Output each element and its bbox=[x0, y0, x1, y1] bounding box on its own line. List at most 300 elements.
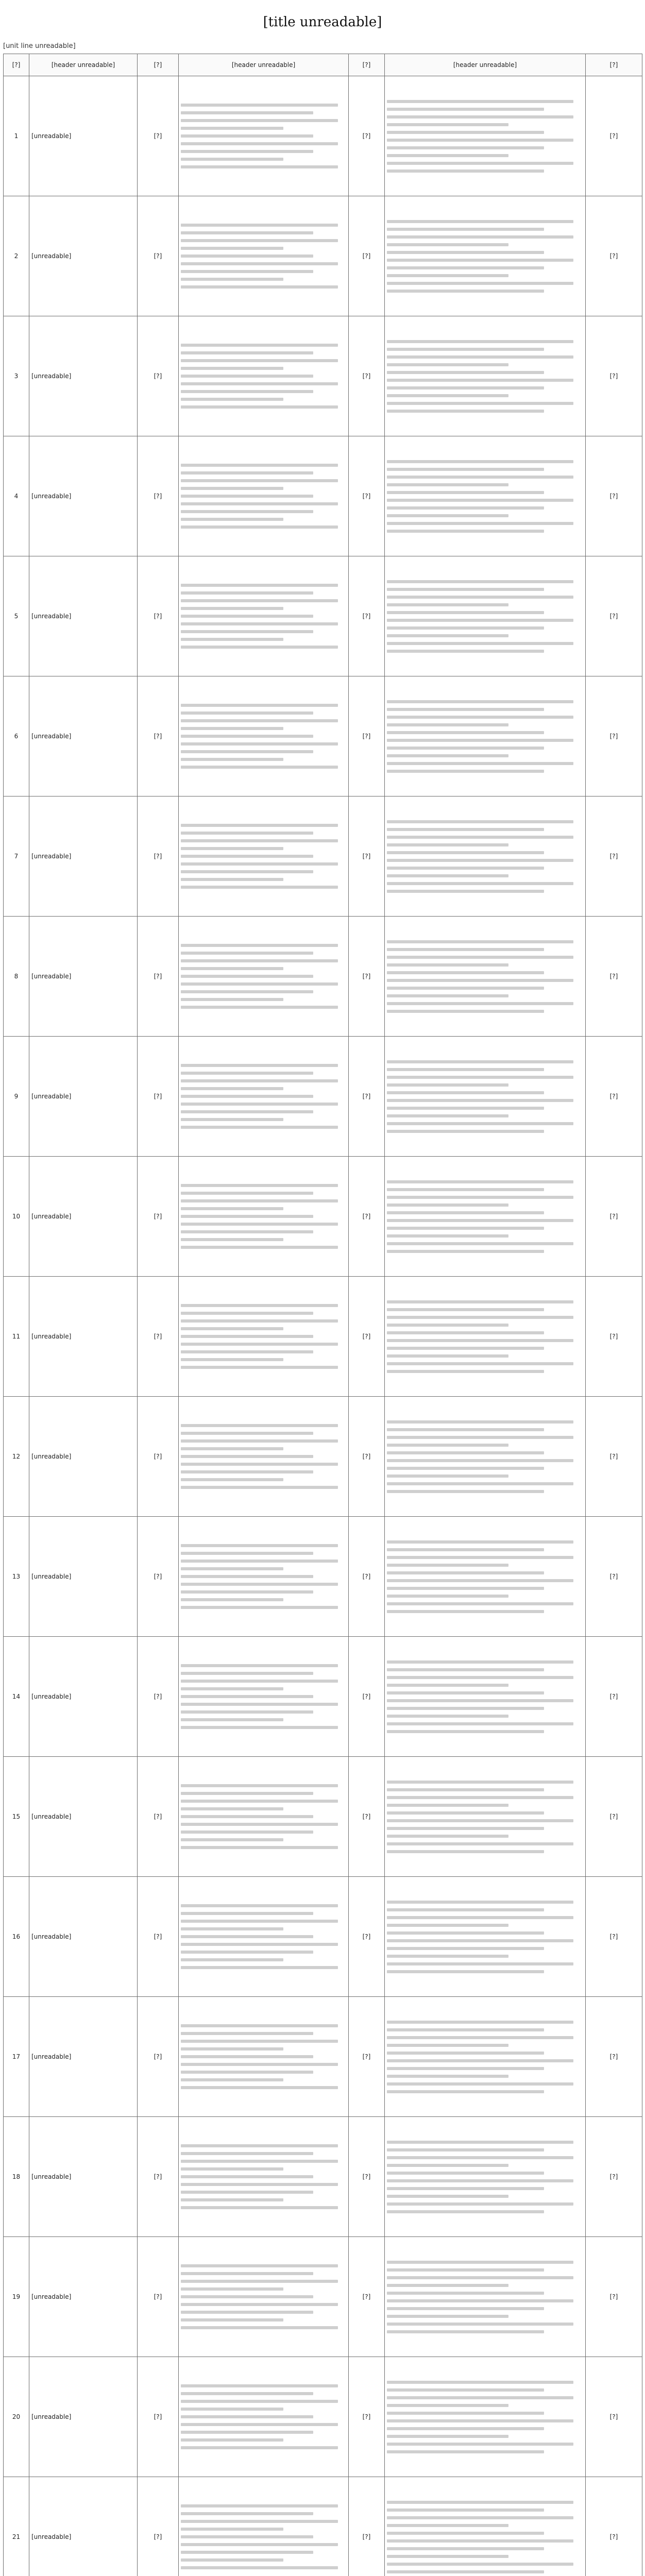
illegible-text-line bbox=[387, 1548, 544, 1551]
illegible-text-line bbox=[387, 843, 508, 846]
illegible-text-line bbox=[387, 2202, 573, 2206]
illegible-text-line bbox=[181, 824, 338, 827]
illegible-text-line bbox=[387, 2555, 508, 2558]
illegible-text-line bbox=[387, 2268, 544, 2272]
illegible-text-line bbox=[181, 2318, 283, 2321]
illegible-text-line bbox=[181, 2206, 338, 2209]
illegible-text-line bbox=[387, 379, 573, 382]
row-risk-points bbox=[179, 1397, 349, 1517]
illegible-text-line bbox=[387, 1002, 573, 1005]
illegible-text-line bbox=[387, 1901, 573, 1904]
row-index: 18 bbox=[4, 2117, 29, 2237]
row-level: [?] bbox=[349, 1157, 385, 1277]
illegible-text-line bbox=[181, 1312, 313, 1315]
illegible-text-line bbox=[387, 2516, 573, 2519]
table-row bbox=[4, 1157, 642, 1277]
row-measures bbox=[385, 1757, 586, 1877]
illegible-text-line bbox=[387, 2323, 573, 2326]
illegible-text-line bbox=[387, 1234, 508, 1238]
illegible-text-line bbox=[181, 2551, 313, 2554]
illegible-text-line bbox=[181, 1935, 313, 1938]
illegible-text-line bbox=[181, 285, 338, 289]
illegible-text-line bbox=[387, 1242, 573, 1245]
illegible-text-line bbox=[387, 2315, 508, 2318]
row-responsible: [?] bbox=[586, 2357, 642, 2477]
illegible-text-line bbox=[387, 1587, 544, 1590]
illegible-text-line bbox=[387, 1204, 508, 1207]
illegible-text-line bbox=[387, 1076, 573, 1079]
row-index: 14 bbox=[4, 1637, 29, 1757]
row-name: [unreadable] bbox=[29, 1037, 138, 1157]
illegible-text-line bbox=[387, 251, 544, 254]
illegible-text-line bbox=[181, 1424, 338, 1427]
illegible-text-line bbox=[181, 2152, 313, 2155]
illegible-text-line bbox=[181, 2446, 338, 2449]
illegible-text-line bbox=[387, 2141, 573, 2144]
illegible-text-line bbox=[181, 1246, 338, 1249]
row-risk-points bbox=[179, 1637, 349, 1757]
illegible-text-line bbox=[387, 2021, 573, 2024]
row-risk-level: [?] bbox=[138, 1157, 179, 1277]
illegible-text-line bbox=[387, 1908, 544, 1911]
row-measures bbox=[385, 1517, 586, 1637]
illegible-text-line bbox=[181, 1966, 338, 1969]
illegible-text-line bbox=[181, 502, 338, 505]
illegible-text-line bbox=[387, 468, 544, 471]
row-name: [unreadable] bbox=[29, 556, 138, 676]
illegible-text-line bbox=[181, 1478, 283, 1481]
row-measures bbox=[385, 316, 586, 436]
illegible-text-line bbox=[387, 2187, 544, 2190]
row-measures bbox=[385, 2357, 586, 2477]
illegible-text-line bbox=[387, 1595, 508, 1598]
header-level: [?] bbox=[349, 54, 385, 76]
illegible-text-line bbox=[181, 2303, 338, 2306]
illegible-text-line bbox=[181, 2272, 313, 2275]
illegible-text-line bbox=[181, 1575, 313, 1578]
row-risk-level: [?] bbox=[138, 1757, 179, 1877]
illegible-text-line bbox=[181, 1912, 313, 1915]
row-name: [unreadable] bbox=[29, 676, 138, 796]
row-risk-points bbox=[179, 2237, 349, 2357]
illegible-text-line bbox=[387, 626, 544, 630]
row-name: [unreadable] bbox=[29, 76, 138, 196]
illegible-text-line bbox=[387, 2307, 544, 2310]
illegible-text-line bbox=[387, 2509, 544, 2512]
illegible-text-line bbox=[181, 599, 338, 602]
illegible-text-line bbox=[181, 584, 338, 587]
row-measures bbox=[385, 76, 586, 196]
row-index: 20 bbox=[4, 2357, 29, 2477]
row-index: 10 bbox=[4, 1157, 29, 1277]
illegible-text-line bbox=[181, 375, 313, 378]
illegible-text-line bbox=[387, 940, 573, 943]
illegible-text-line bbox=[181, 2198, 283, 2201]
illegible-text-line bbox=[387, 1451, 544, 1454]
row-index: 6 bbox=[4, 676, 29, 796]
illegible-text-line bbox=[387, 2532, 544, 2535]
illegible-text-line bbox=[181, 607, 283, 610]
illegible-text-line bbox=[181, 2287, 283, 2291]
row-index: 2 bbox=[4, 196, 29, 316]
illegible-text-line bbox=[387, 580, 573, 583]
illegible-text-line bbox=[181, 878, 283, 881]
illegible-text-line bbox=[181, 1792, 313, 1795]
illegible-text-line bbox=[387, 1010, 544, 1013]
illegible-text-line bbox=[181, 1560, 338, 1563]
illegible-text-line bbox=[181, 2040, 338, 2043]
row-risk-level: [?] bbox=[138, 196, 179, 316]
row-level: [?] bbox=[349, 2237, 385, 2357]
illegible-text-line bbox=[181, 1118, 283, 1121]
illegible-text-line bbox=[181, 487, 283, 490]
row-measures bbox=[385, 2477, 586, 2576]
row-level: [?] bbox=[349, 436, 385, 556]
illegible-text-line bbox=[181, 127, 283, 130]
illegible-text-line bbox=[387, 123, 508, 126]
illegible-text-line bbox=[181, 104, 338, 107]
illegible-text-line bbox=[387, 716, 573, 719]
illegible-text-line bbox=[387, 2388, 544, 2392]
illegible-text-line bbox=[387, 2067, 544, 2070]
row-level: [?] bbox=[349, 1637, 385, 1757]
illegible-text-line bbox=[387, 371, 544, 374]
illegible-text-line bbox=[387, 514, 508, 517]
row-measures bbox=[385, 1637, 586, 1757]
illegible-text-line bbox=[181, 704, 338, 707]
row-name: [unreadable] bbox=[29, 436, 138, 556]
illegible-text-line bbox=[181, 1447, 283, 1450]
illegible-text-line bbox=[181, 990, 313, 993]
row-risk-points bbox=[179, 1037, 349, 1157]
illegible-text-line bbox=[387, 154, 508, 157]
row-risk-level: [?] bbox=[138, 796, 179, 917]
row-risk-level: [?] bbox=[138, 1997, 179, 2117]
row-name: [unreadable] bbox=[29, 1277, 138, 1397]
illegible-text-line bbox=[387, 2524, 508, 2527]
illegible-text-line bbox=[181, 351, 313, 354]
illegible-text-line bbox=[387, 340, 573, 343]
illegible-text-line bbox=[181, 224, 338, 227]
illegible-text-line bbox=[387, 290, 544, 293]
illegible-text-line bbox=[387, 1300, 573, 1303]
row-measures bbox=[385, 556, 586, 676]
illegible-text-line bbox=[181, 2528, 283, 2531]
illegible-text-line bbox=[387, 836, 573, 839]
illegible-text-line bbox=[387, 1482, 573, 1485]
illegible-text-line bbox=[181, 1223, 338, 1226]
illegible-text-line bbox=[181, 495, 313, 498]
illegible-text-line bbox=[181, 1335, 313, 1338]
row-responsible: [?] bbox=[586, 316, 642, 436]
illegible-text-line bbox=[181, 982, 338, 986]
illegible-text-line bbox=[387, 499, 573, 502]
row-measures bbox=[385, 917, 586, 1037]
row-risk-points bbox=[179, 1757, 349, 1877]
row-risk-level: [?] bbox=[138, 2117, 179, 2237]
illegible-text-line bbox=[387, 2210, 544, 2213]
illegible-text-line bbox=[387, 1354, 508, 1358]
illegible-text-line bbox=[387, 851, 544, 854]
row-level: [?] bbox=[349, 1277, 385, 1397]
illegible-text-line bbox=[387, 1316, 573, 1319]
illegible-text-line bbox=[387, 1722, 573, 1725]
illegible-text-line bbox=[387, 1324, 508, 1327]
row-responsible: [?] bbox=[586, 2477, 642, 2576]
illegible-text-line bbox=[387, 747, 544, 750]
illegible-text-line bbox=[181, 390, 313, 393]
row-responsible: [?] bbox=[586, 917, 642, 1037]
row-measures bbox=[385, 1277, 586, 1397]
row-level: [?] bbox=[349, 1397, 385, 1517]
row-name: [unreadable] bbox=[29, 316, 138, 436]
illegible-text-line bbox=[181, 591, 313, 595]
illegible-text-line bbox=[181, 1943, 338, 1946]
row-responsible: [?] bbox=[586, 1997, 642, 2117]
illegible-text-line bbox=[387, 2075, 508, 2078]
illegible-text-line bbox=[387, 867, 544, 870]
table-row bbox=[4, 1997, 642, 2117]
illegible-text-line bbox=[387, 476, 573, 479]
header-responsible: [?] bbox=[586, 54, 642, 76]
illegible-text-line bbox=[181, 526, 338, 529]
illegible-text-line bbox=[387, 1060, 573, 1063]
illegible-text-line bbox=[387, 634, 508, 637]
row-index: 3 bbox=[4, 316, 29, 436]
illegible-text-line bbox=[181, 1207, 283, 1210]
row-risk-points bbox=[179, 1277, 349, 1397]
illegible-text-line bbox=[181, 2047, 283, 2050]
illegible-text-line bbox=[387, 1970, 544, 1973]
illegible-text-line bbox=[387, 402, 573, 405]
table-row bbox=[4, 1757, 642, 1877]
illegible-text-line bbox=[181, 382, 338, 385]
illegible-text-line bbox=[387, 100, 573, 103]
illegible-text-line bbox=[387, 1130, 544, 1133]
illegible-text-line bbox=[387, 2299, 573, 2302]
illegible-text-line bbox=[181, 367, 283, 370]
illegible-text-line bbox=[387, 2435, 508, 2438]
illegible-text-line bbox=[181, 2024, 338, 2027]
row-risk-points bbox=[179, 676, 349, 796]
illegible-text-line bbox=[181, 1126, 338, 1129]
table-row bbox=[4, 2117, 642, 2237]
illegible-text-line bbox=[387, 2036, 573, 2039]
row-index: 5 bbox=[4, 556, 29, 676]
row-measures bbox=[385, 796, 586, 917]
row-responsible: [?] bbox=[586, 76, 642, 196]
illegible-text-line bbox=[387, 2059, 573, 2062]
row-level: [?] bbox=[349, 1517, 385, 1637]
illegible-text-line bbox=[181, 847, 283, 850]
illegible-text-line bbox=[387, 1602, 573, 1605]
illegible-text-line bbox=[387, 1788, 544, 1791]
illegible-text-line bbox=[181, 1951, 313, 1954]
row-risk-points bbox=[179, 917, 349, 1037]
illegible-text-line bbox=[387, 642, 573, 645]
illegible-text-line bbox=[181, 622, 338, 625]
illegible-text-line bbox=[181, 2543, 338, 2546]
illegible-text-line bbox=[181, 2384, 338, 2387]
row-risk-points bbox=[179, 316, 349, 436]
illegible-text-line bbox=[387, 460, 573, 463]
illegible-text-line bbox=[387, 2292, 544, 2295]
illegible-text-line bbox=[387, 770, 544, 773]
illegible-text-line bbox=[387, 228, 544, 231]
illegible-text-line bbox=[387, 2082, 573, 2086]
illegible-text-line bbox=[181, 1718, 283, 1721]
row-responsible: [?] bbox=[586, 796, 642, 917]
illegible-text-line bbox=[181, 2295, 313, 2298]
illegible-text-line bbox=[387, 1796, 573, 1799]
illegible-text-line bbox=[181, 2264, 338, 2267]
illegible-text-line bbox=[387, 282, 573, 285]
illegible-text-line bbox=[387, 1955, 508, 1958]
row-level: [?] bbox=[349, 676, 385, 796]
table-row bbox=[4, 1517, 642, 1637]
illegible-text-line bbox=[181, 2183, 338, 2186]
row-index: 7 bbox=[4, 796, 29, 917]
illegible-text-line bbox=[181, 1199, 338, 1202]
row-responsible: [?] bbox=[586, 436, 642, 556]
illegible-text-line bbox=[387, 2052, 544, 2055]
illegible-text-line bbox=[181, 134, 313, 138]
illegible-text-line bbox=[181, 518, 283, 521]
row-measures bbox=[385, 2117, 586, 2237]
illegible-text-line bbox=[181, 1184, 338, 1187]
illegible-text-line bbox=[387, 956, 573, 959]
illegible-text-line bbox=[181, 1815, 313, 1818]
illegible-text-line bbox=[387, 2276, 573, 2279]
illegible-text-line bbox=[387, 2443, 573, 2446]
row-level: [?] bbox=[349, 2477, 385, 2576]
illegible-text-line bbox=[181, 1432, 313, 1435]
illegible-text-line bbox=[387, 828, 544, 831]
table-row bbox=[4, 1397, 642, 1517]
illegible-text-line bbox=[181, 1672, 313, 1675]
illegible-text-line bbox=[181, 142, 338, 145]
illegible-text-line bbox=[181, 2326, 338, 2329]
illegible-text-line bbox=[387, 108, 544, 111]
illegible-text-line bbox=[387, 235, 573, 239]
illegible-text-line bbox=[181, 1800, 338, 1803]
row-measures bbox=[385, 2237, 586, 2357]
row-responsible: [?] bbox=[586, 1037, 642, 1157]
illegible-text-line bbox=[181, 839, 338, 842]
illegible-text-line bbox=[387, 2172, 544, 2175]
illegible-text-line bbox=[387, 2450, 544, 2453]
row-measures bbox=[385, 1877, 586, 1997]
illegible-text-line bbox=[387, 2570, 544, 2573]
illegible-text-line bbox=[181, 1215, 313, 1218]
row-measures bbox=[385, 1997, 586, 2117]
illegible-text-line bbox=[387, 170, 544, 173]
row-risk-level: [?] bbox=[138, 436, 179, 556]
illegible-text-line bbox=[387, 2090, 544, 2093]
illegible-text-line bbox=[387, 394, 508, 397]
illegible-text-line bbox=[181, 1590, 313, 1594]
row-name: [unreadable] bbox=[29, 1877, 138, 1997]
illegible-text-line bbox=[387, 2179, 573, 2182]
illegible-text-line bbox=[181, 2160, 338, 2163]
row-risk-level: [?] bbox=[138, 1637, 179, 1757]
row-responsible: [?] bbox=[586, 196, 642, 316]
row-name: [unreadable] bbox=[29, 1517, 138, 1637]
row-index: 15 bbox=[4, 1757, 29, 1877]
illegible-text-line bbox=[181, 1358, 283, 1361]
header-index: [?] bbox=[4, 54, 29, 76]
illegible-text-line bbox=[387, 115, 573, 118]
header-risk-points: [header unreadable] bbox=[179, 54, 349, 76]
illegible-text-line bbox=[181, 1072, 313, 1075]
row-risk-level: [?] bbox=[138, 556, 179, 676]
illegible-text-line bbox=[181, 1726, 338, 1729]
illegible-text-line bbox=[181, 1238, 283, 1241]
illegible-text-line bbox=[387, 522, 573, 525]
illegible-text-line bbox=[387, 2381, 573, 2384]
illegible-text-line bbox=[387, 1467, 544, 1470]
illegible-text-line bbox=[181, 1343, 338, 1346]
row-responsible: [?] bbox=[586, 1277, 642, 1397]
illegible-text-line bbox=[181, 2280, 338, 2283]
illegible-text-line bbox=[181, 344, 338, 347]
table-row bbox=[4, 917, 642, 1037]
illegible-text-line bbox=[181, 1807, 283, 1810]
illegible-text-line bbox=[387, 348, 544, 351]
row-responsible: [?] bbox=[586, 1517, 642, 1637]
illegible-text-line bbox=[387, 739, 573, 742]
illegible-text-line bbox=[181, 2520, 338, 2523]
table-row bbox=[4, 796, 642, 917]
illegible-text-line bbox=[181, 2423, 338, 2426]
illegible-text-line bbox=[387, 1083, 508, 1087]
illegible-text-line bbox=[387, 1362, 573, 1365]
row-risk-points bbox=[179, 76, 349, 196]
illegible-text-line bbox=[387, 1691, 544, 1694]
table-row bbox=[4, 1277, 642, 1397]
row-index: 9 bbox=[4, 1037, 29, 1157]
row-risk-points bbox=[179, 436, 349, 556]
illegible-text-line bbox=[181, 998, 283, 1001]
unit-line: [unit line unreadable] bbox=[3, 42, 76, 50]
header-name: [header unreadable] bbox=[29, 54, 138, 76]
illegible-text-line bbox=[387, 971, 544, 974]
illegible-text-line bbox=[387, 243, 508, 246]
row-level: [?] bbox=[349, 76, 385, 196]
illegible-text-line bbox=[181, 646, 338, 649]
illegible-text-line bbox=[181, 2055, 313, 2058]
row-risk-level: [?] bbox=[138, 316, 179, 436]
illegible-text-line bbox=[387, 731, 544, 734]
row-risk-level: [?] bbox=[138, 1517, 179, 1637]
illegible-text-line bbox=[387, 1610, 544, 1613]
illegible-text-line bbox=[387, 1707, 544, 1710]
illegible-text-line bbox=[387, 2195, 508, 2198]
row-level: [?] bbox=[349, 556, 385, 676]
illegible-text-line bbox=[387, 1556, 573, 1559]
illegible-text-line bbox=[181, 862, 338, 866]
illegible-text-line bbox=[387, 410, 544, 413]
illegible-text-line bbox=[387, 363, 508, 366]
illegible-text-line bbox=[181, 967, 283, 970]
illegible-text-line bbox=[387, 1819, 573, 1822]
illegible-text-line bbox=[387, 2028, 544, 2031]
row-measures bbox=[385, 436, 586, 556]
row-name: [unreadable] bbox=[29, 796, 138, 917]
row-index: 11 bbox=[4, 1277, 29, 1397]
illegible-text-line bbox=[181, 855, 313, 858]
illegible-text-line bbox=[387, 874, 508, 877]
